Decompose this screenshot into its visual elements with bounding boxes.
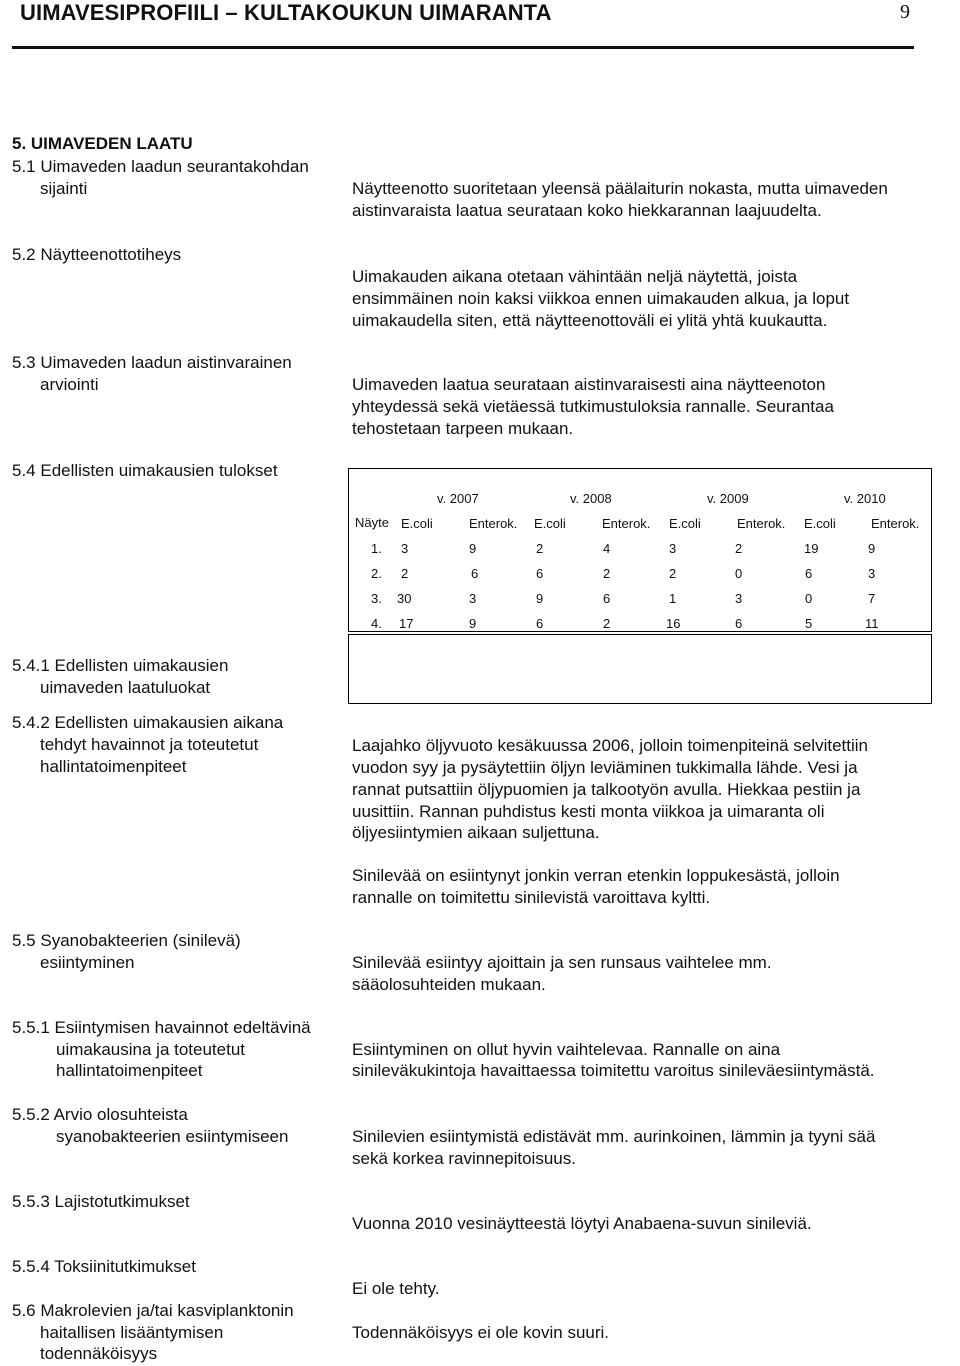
text-5-4-2-p1-line4: uusittiin. Rannan puhdistus kesti monta viikkoa ja uimaranta oli — [352, 802, 825, 821]
table-cell: 6 — [471, 566, 479, 581]
table-cell: 9 — [469, 541, 477, 556]
page-number: 9 — [900, 1, 910, 23]
column-header: E.coli — [804, 516, 836, 531]
column-header: Enterok. — [469, 516, 518, 531]
label-5-4-1-line1: 5.4.1 Edellisten uimakausien — [12, 656, 229, 675]
text-5-4-2-p2-line2: rannalle on toimitettu sinilevistä varoittava kyltti. — [352, 888, 711, 907]
table-cell: 2 — [536, 541, 544, 556]
table-cell: 9 — [536, 591, 544, 606]
column-header: Enterok. — [737, 516, 786, 531]
text-5-3-line2: yhteydessä sekä vietäessä tutkimustuloksia rannalle. Seurantaa — [352, 397, 834, 416]
text-5-4-2-p1-line2: vuodon syy ja pysäytettiin öljyn leviäminen tukkimalla lähde. Vesi ja — [352, 758, 858, 777]
table-cell: 17 — [399, 616, 414, 631]
table-cell: 4 — [603, 541, 611, 556]
table-cell: 5 — [805, 616, 813, 631]
table-cell: 16 — [666, 616, 681, 631]
text-5-5-4: Ei ole tehty. — [352, 1279, 440, 1298]
table-cell: 6 — [536, 616, 544, 631]
table-cell: 3 — [868, 566, 876, 581]
label-5-5-2-line1: 5.5.2 Arvio olosuhteista — [12, 1105, 188, 1124]
year-header: v. 2010 — [844, 491, 886, 506]
document-header-title: UIMAVESIPROFIILI – KULTAKOUKUN UIMARANTA — [20, 0, 552, 25]
table-cell: 0 — [805, 591, 813, 606]
table-cell: 9 — [469, 616, 477, 631]
label-5-4-2-line3: hallintatoimenpiteet — [40, 757, 187, 776]
label-5-5-4: 5.5.4 Toksiinitutkimukset — [12, 1257, 196, 1276]
table-cell: 6 — [536, 566, 544, 581]
sample-number: 3. — [371, 591, 382, 606]
label-5-4-2-line1: 5.4.2 Edellisten uimakausien aikana — [12, 713, 284, 732]
table-cell: 3 — [735, 591, 743, 606]
text-5-2-line2: ensimmäinen noin kaksi viikkoa ennen uimakauden alkua, ja loput — [352, 289, 850, 308]
column-header: E.coli — [669, 516, 701, 531]
label-5-5-1-line1: 5.5.1 Esiintymisen havainnot edeltävinä — [12, 1018, 311, 1037]
label-5-5-line2: esiintyminen — [40, 953, 135, 972]
table-cell: 6 — [735, 616, 743, 631]
table-cell: 3 — [669, 541, 677, 556]
label-5-3-line2: arviointi — [40, 375, 99, 394]
label-5-5-line1: 5.5 Syanobakteerien (sinilevä) — [12, 931, 241, 950]
table-cell: 30 — [397, 591, 412, 606]
table-cell: 3 — [401, 541, 409, 556]
quality-class-box — [348, 634, 932, 704]
year-header: v. 2009 — [707, 491, 749, 506]
text-5-5-1-line2: sinileväkukintoja havaittaessa toimitettu varoitus sinileväesiintymästä. — [352, 1061, 875, 1080]
table-cell: 0 — [735, 566, 743, 581]
column-header: E.coli — [534, 516, 566, 531]
section-heading: 5. UIMAVEDEN LAATU — [12, 134, 193, 153]
label-5-6-line1: 5.6 Makrolevien ja/tai kasviplanktonin — [12, 1301, 294, 1320]
text-5-5-line1: Sinilevää esiintyy ajoittain ja sen runsaus vaihtelee mm. — [352, 953, 772, 972]
year-header: v. 2007 — [437, 491, 479, 506]
text-5-2-line3: uimakaudella siten, että näytteenottoväli ei ylitä yhtä kuukautta. — [352, 311, 828, 330]
label-5-4: 5.4 Edellisten uimakausien tulokset — [12, 461, 278, 480]
table-cell: 2 — [401, 566, 409, 581]
label-5-6-line3: todennäköisyys — [40, 1344, 158, 1363]
table-cell: 9 — [868, 541, 876, 556]
label-5-1-line1: 5.1 Uimaveden laadun seurantakohdan — [12, 157, 309, 176]
text-5-4-2-p2-line1: Sinilevää on esiintynyt jonkin verran etenkin loppukesästä, jolloin — [352, 866, 840, 885]
sample-number: 4. — [371, 616, 382, 631]
table-cell: 19 — [804, 541, 819, 556]
year-header: v. 2008 — [570, 491, 612, 506]
text-5-5-line2: sääolosuhteiden mukaan. — [352, 975, 546, 994]
text-5-5-3: Vuonna 2010 vesinäytteestä löytyi Anabaena-suvun sinileviä. — [352, 1214, 812, 1233]
text-5-3-line1: Uimaveden laatua seurataan aistinvaraisesti aina näytteenoton — [352, 375, 826, 394]
text-5-4-2-p1-line5: öljyesiintymien aikaan suljettuna. — [352, 823, 600, 842]
text-5-4-2-p1-line3: rannat putsattiin öljypuomien ja talkootyön avulla. Hiekkaa pestiin ja — [352, 780, 861, 799]
table-cell: 6 — [603, 591, 611, 606]
table-cell: 2 — [603, 566, 611, 581]
label-5-5-1-line3: hallintatoimenpiteet — [56, 1061, 203, 1080]
results-table — [348, 468, 932, 632]
table-cell: 6 — [805, 566, 813, 581]
table-cell: 2 — [603, 616, 611, 631]
label-5-6-line2: haitallisen lisääntymisen — [40, 1323, 224, 1342]
column-header: Enterok. — [602, 516, 651, 531]
label-5-5-2-line2: syanobakteerien esiintymiseen — [56, 1127, 289, 1146]
label-5-5-3: 5.5.3 Lajistotutkimukset — [12, 1192, 190, 1211]
table-cell: 3 — [469, 591, 477, 606]
text-5-2-line1: Uimakauden aikana otetaan vähintään neljä näytettä, joista — [352, 267, 798, 286]
header-divider — [12, 46, 914, 49]
text-5-5-1-line1: Esiintyminen on ollut hyvin vaihtelevaa. Rannalle on aina — [352, 1040, 781, 1059]
column-header: Enterok. — [871, 516, 920, 531]
column-header: E.coli — [401, 516, 433, 531]
text-5-3-line3: tehostetaan tarpeen mukaan. — [352, 419, 574, 438]
label-5-5-1-line2: uimakausina ja toteutetut — [56, 1040, 246, 1059]
sample-number: 1. — [371, 541, 382, 556]
label-5-2: 5.2 Näytteenottotiheys — [12, 245, 182, 264]
label-5-1-line2: sijainti — [40, 179, 88, 198]
table-cell: 11 — [865, 616, 879, 631]
text-5-1-line1: Näytteenotto suoritetaan yleensä päälaiturin nokasta, mutta uimaveden — [352, 179, 888, 198]
table-cell: 2 — [735, 541, 743, 556]
table-cell: 2 — [669, 566, 677, 581]
table-cell: 1 — [669, 591, 677, 606]
label-5-4-1-line2: uimaveden laatuluokat — [40, 678, 211, 697]
table-cell: 7 — [868, 591, 876, 606]
text-5-4-2-p1-line1: Laajahko öljyvuoto kesäkuussa 2006, jolloin toimenpiteinä selvitettiin — [352, 736, 868, 755]
label-5-3-line1: 5.3 Uimaveden laadun aistinvarainen — [12, 353, 292, 372]
text-5-5-2-line1: Sinilevien esiintymistä edistävät mm. aurinkoinen, lämmin ja tyyni sää — [352, 1127, 876, 1146]
label-5-4-2-line2: tehdyt havainnot ja toteutetut — [40, 735, 259, 754]
row-header-label: Näyte — [355, 515, 389, 530]
text-5-1-line2: aistinvaraista laatua seurataan koko hiekkarannan laajuudelta. — [352, 201, 822, 220]
sample-number: 2. — [371, 566, 382, 581]
text-5-5-2-line2: sekä korkea ravinnepitoisuus. — [352, 1149, 576, 1168]
text-5-6: Todennäköisyys ei ole kovin suuri. — [352, 1323, 610, 1342]
